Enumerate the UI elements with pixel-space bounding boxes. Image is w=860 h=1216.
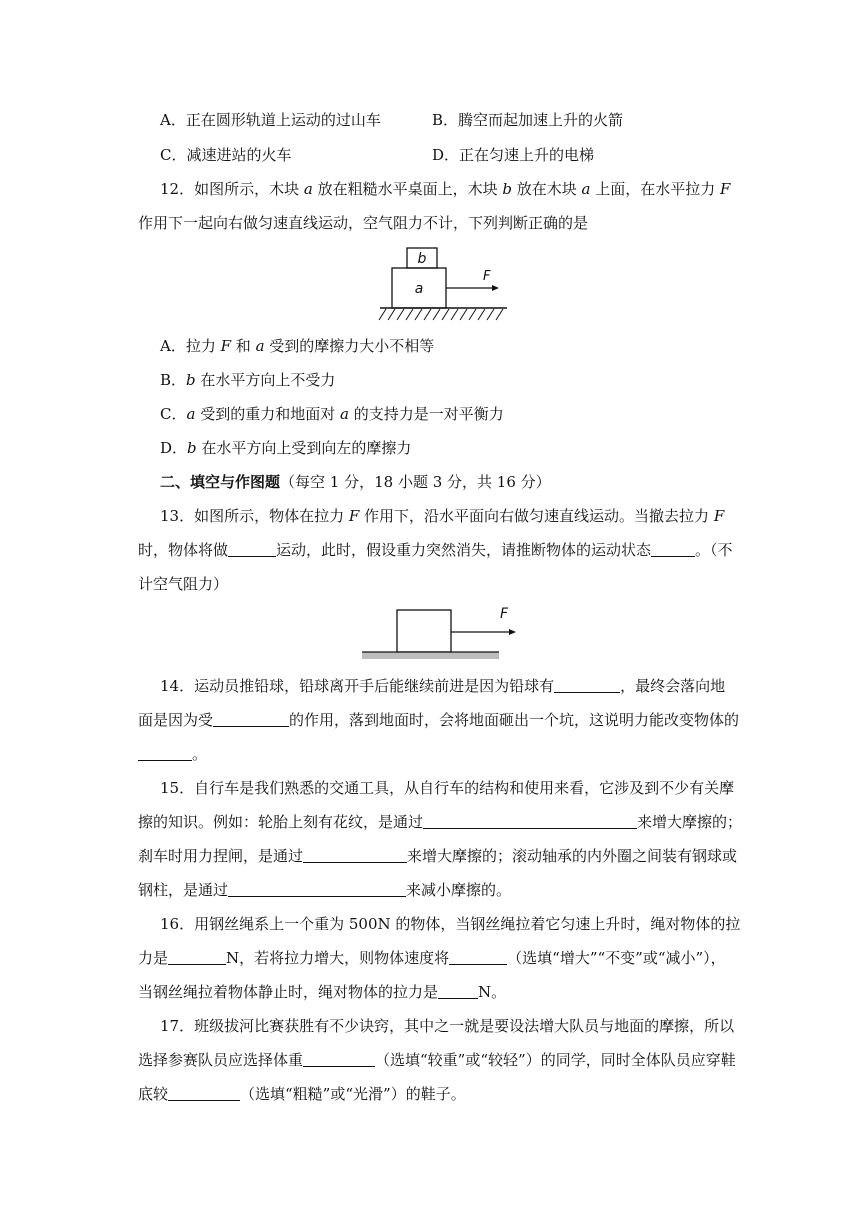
q12-option-a: A．拉力 F 和 a 受到的摩擦力大小不相等 [160, 337, 435, 355]
blank[interactable] [228, 881, 406, 897]
q12-stem-line2: 作用下一起向右做匀速直线运动，空气阻力不计，下列判断正确的是 [138, 214, 589, 232]
blank[interactable] [423, 813, 637, 829]
q12-figure [375, 240, 515, 324]
q12-option-d: D．b 在水平方向上受到向左的摩擦力 [160, 439, 412, 457]
q11-option-c: C．减速进站的火车 [160, 146, 292, 164]
ground-hatching [379, 309, 503, 320]
q17-line1: 17．班级拔河比赛获胜有不少诀窍，其中之一就是要设法增大队员与地面的摩擦，所以 [160, 1017, 735, 1035]
blank[interactable] [554, 677, 620, 693]
q12-stem-line1: 12．如图所示，木块 a 放在粗糙水平桌面上，木块 b 放在木块 a 上面，在水平拉力 F [160, 180, 731, 198]
ground-surface [362, 652, 499, 659]
blank[interactable] [138, 745, 192, 761]
label-F: F [483, 269, 491, 284]
blank[interactable] [168, 1085, 240, 1101]
label-F: F [500, 606, 509, 622]
block [397, 610, 451, 652]
q17-line2: 选择参赛队员应选择体重 （选填“较重”或“较轻”）的同学，同时全体队员应穿鞋 [138, 1051, 736, 1069]
section2-note: （每空 1 分，18 小题 3 分，共 16 分） [280, 473, 551, 491]
q15-line1: 15．自行车是我们熟悉的交通工具，从自行车的结构和使用来看，它涉及到不少有关摩 [160, 779, 735, 797]
section2-heading [160, 472, 551, 492]
q12-option-b: B．b 在水平方向上不受力 [160, 371, 336, 389]
q11-option-a: A．正在圆形轨道上运动的过山车 [160, 111, 381, 129]
q14-line2: 面是因为受 的作用，落到地面时，会将地面砸出一个坑，这说明力能改变物体的 [138, 711, 740, 729]
q13-line2: 时，物体将做 运动，此时，假设重力突然消失，请推断物体的运动状态 。（不 [138, 541, 733, 559]
q11-option-d: D．正在匀速上升的电梯 [432, 146, 595, 164]
q16-line1: 16．用钢丝绳系上一个重为 500N 的物体，当钢丝绳拉着它匀速上升时，绳对物体的拉 [160, 915, 741, 933]
q15-line3: 刹车时用力捏闸，是通过 来增大摩擦的；滚动轴承的内外圈之间装有钢球或 [138, 847, 738, 865]
q15-line4: 钢柱，是通过 来减小摩擦的。 [138, 881, 512, 899]
q15-line2: 擦的知识。例如：轮胎上刻有花纹，是通过 来增大摩擦的； [138, 813, 743, 831]
blank[interactable] [651, 541, 695, 557]
blank[interactable] [228, 541, 276, 557]
q12-option-c: C．a 受到的重力和地面对 a 的支持力是一对平衡力 [160, 405, 504, 423]
q11-option-b: B．腾空而起加速上升的火箭 [432, 111, 624, 129]
section2-title: 二、填空与作图题 [160, 473, 281, 491]
blank[interactable] [168, 949, 226, 965]
blank[interactable] [303, 1051, 375, 1067]
q17-line3: 底较 （选填“粗糙”或“光滑”）的鞋子。 [138, 1085, 466, 1103]
blank[interactable] [213, 711, 289, 727]
q13-line3: 计空气阻力） [138, 575, 229, 593]
q16-line3: 当钢丝绳拉着物体静止时，绳对物体的拉力是 N。 [138, 983, 507, 1001]
q13-figure [355, 600, 525, 664]
label-a: a [414, 281, 424, 297]
blank[interactable] [438, 983, 478, 999]
blank[interactable] [303, 847, 407, 863]
q13-line1: 13．如图所示，物体在拉力 F 作用下，沿水平面向右做匀速直线运动。当撤去拉力 F [160, 507, 725, 525]
q14-line1: 14．运动员推铅球，铅球离开手后能继续前进是因为铅球有 ，最终会落向地 [160, 677, 726, 695]
q14-line3: 。 [138, 744, 207, 764]
q16-line2: 力是 N，若将拉力增大，则物体速度将 （选填“增大”“不变”或“减小”）， [138, 949, 726, 967]
label-b: b [417, 251, 427, 267]
blank[interactable] [449, 949, 507, 965]
